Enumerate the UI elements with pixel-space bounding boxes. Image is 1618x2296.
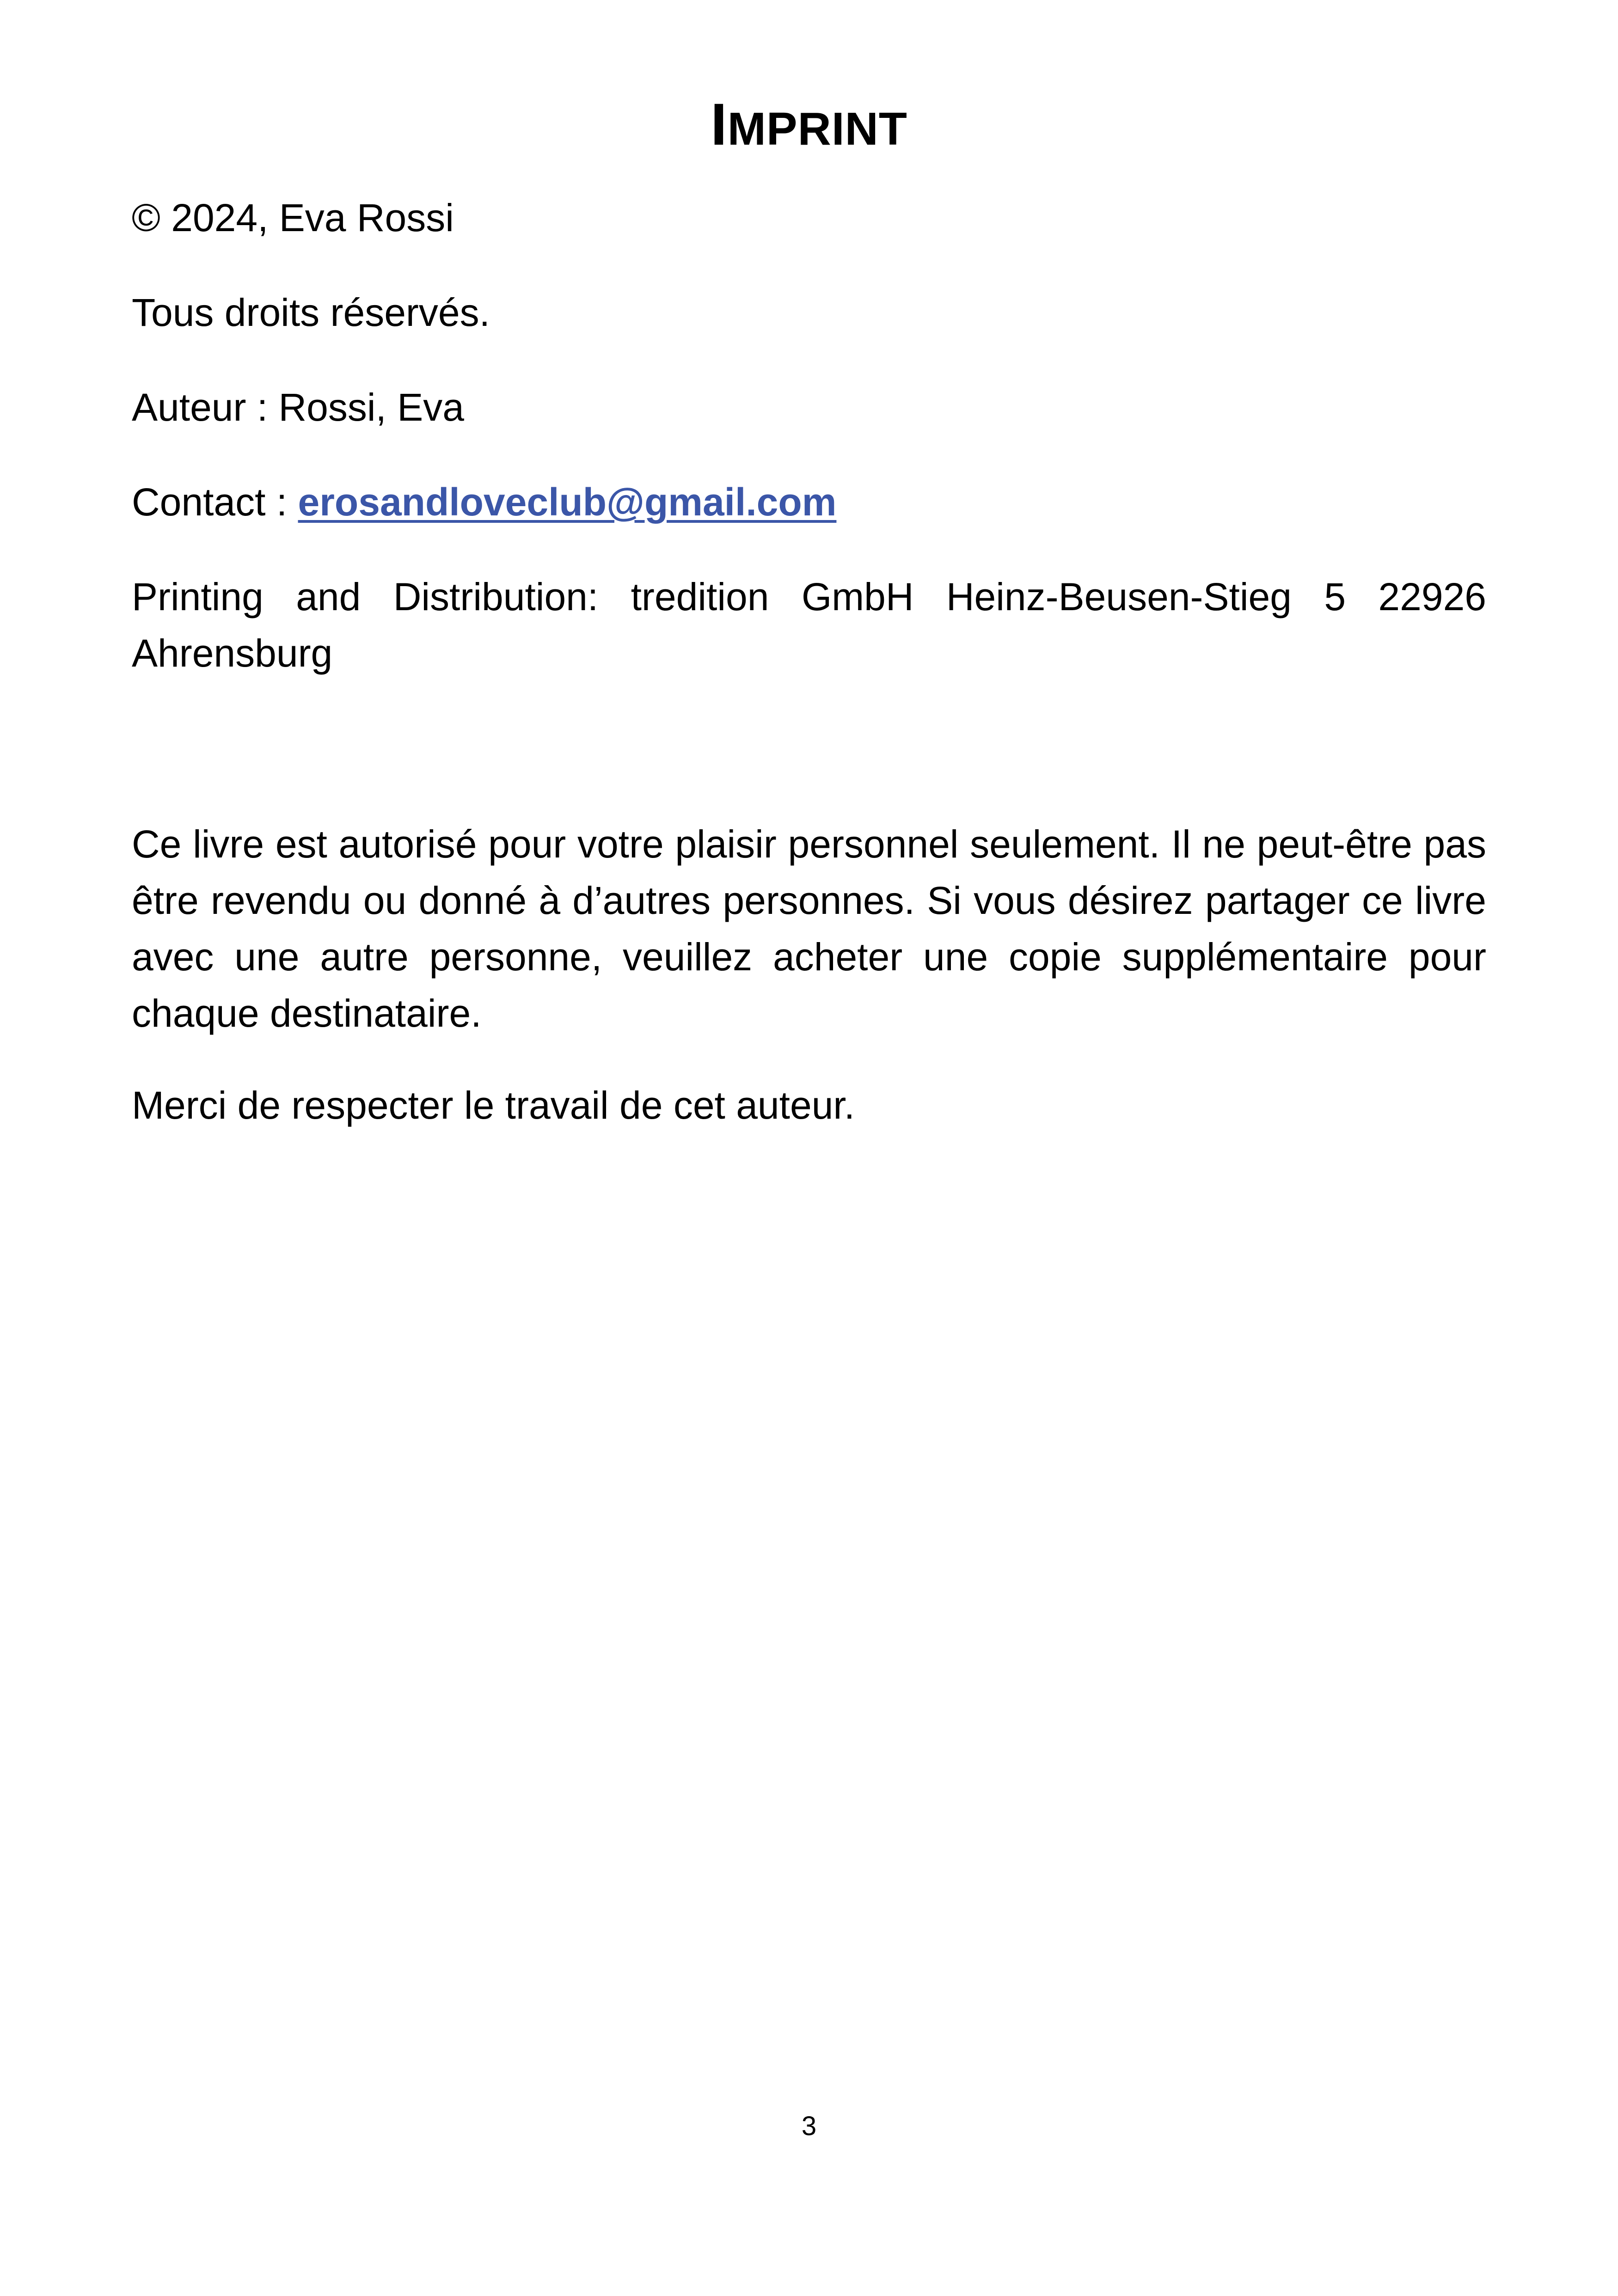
rights-line: Tous droits réservés. — [132, 291, 490, 334]
title-initial: I — [711, 92, 728, 158]
contact-line — [132, 474, 1486, 530]
author-line: Auteur : Rossi, Eva — [132, 386, 464, 429]
printing-distribution-paragraph: Printing and Distribution: tredition GmbH Heinz-Beusen-Stieg 5 22926 Ahrensburg — [132, 575, 1486, 675]
page-number: 3 — [801, 2111, 817, 2141]
thanks-line: Merci de respecter le travail de cet auteur. — [132, 1084, 855, 1127]
page-title — [0, 90, 1618, 164]
title-rest: MPRINT — [727, 103, 907, 155]
license-paragraph: Ce livre est autorisé pour votre plaisir personnel seulement. Il ne peut-être pas être revendu ou donné à d’autres personnes. Si vous désirez partager ce livre avec une autre personne, veuillez acheter une copie supplémentaire pour chaque destinataire. — [132, 822, 1486, 1035]
contact-email-link[interactable]: erosandloveclub@gmail.com — [298, 480, 837, 524]
contact-label: Contact : — [132, 480, 298, 524]
copyright-line: © 2024, Eva Rossi — [132, 196, 454, 239]
